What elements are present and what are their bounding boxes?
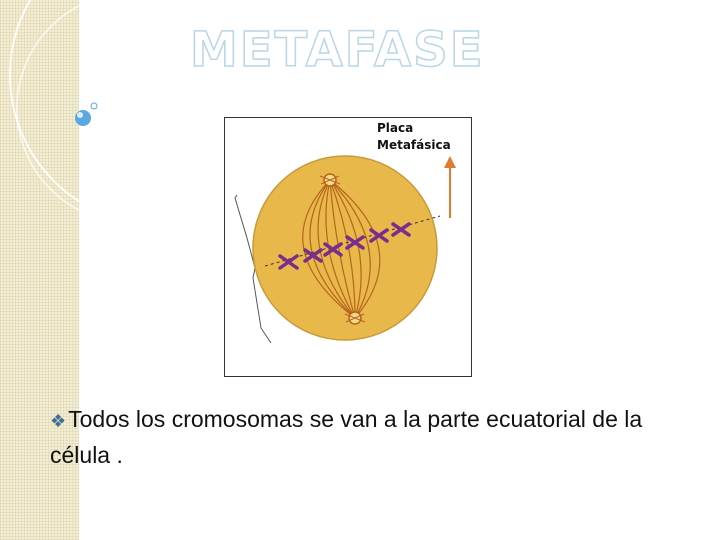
deco-orb-small-icon — [91, 103, 97, 109]
figure-label-line2: Metafásica — [377, 138, 451, 152]
cell-body — [253, 156, 437, 340]
bullet-text: Todos los cromosomas se van a la parte ecuatorial de la célula . — [50, 406, 643, 468]
diamond-bullet-icon: ❖ — [50, 411, 67, 431]
figure-label — [377, 120, 451, 154]
bullet-item — [50, 402, 690, 472]
metaphase-diagram — [224, 117, 472, 377]
slide-title: METAFASE — [190, 22, 485, 78]
metaphase-illustration — [225, 118, 473, 378]
figure-label-line1: Placa — [377, 121, 414, 135]
deco-orb-large-icon — [75, 110, 91, 126]
